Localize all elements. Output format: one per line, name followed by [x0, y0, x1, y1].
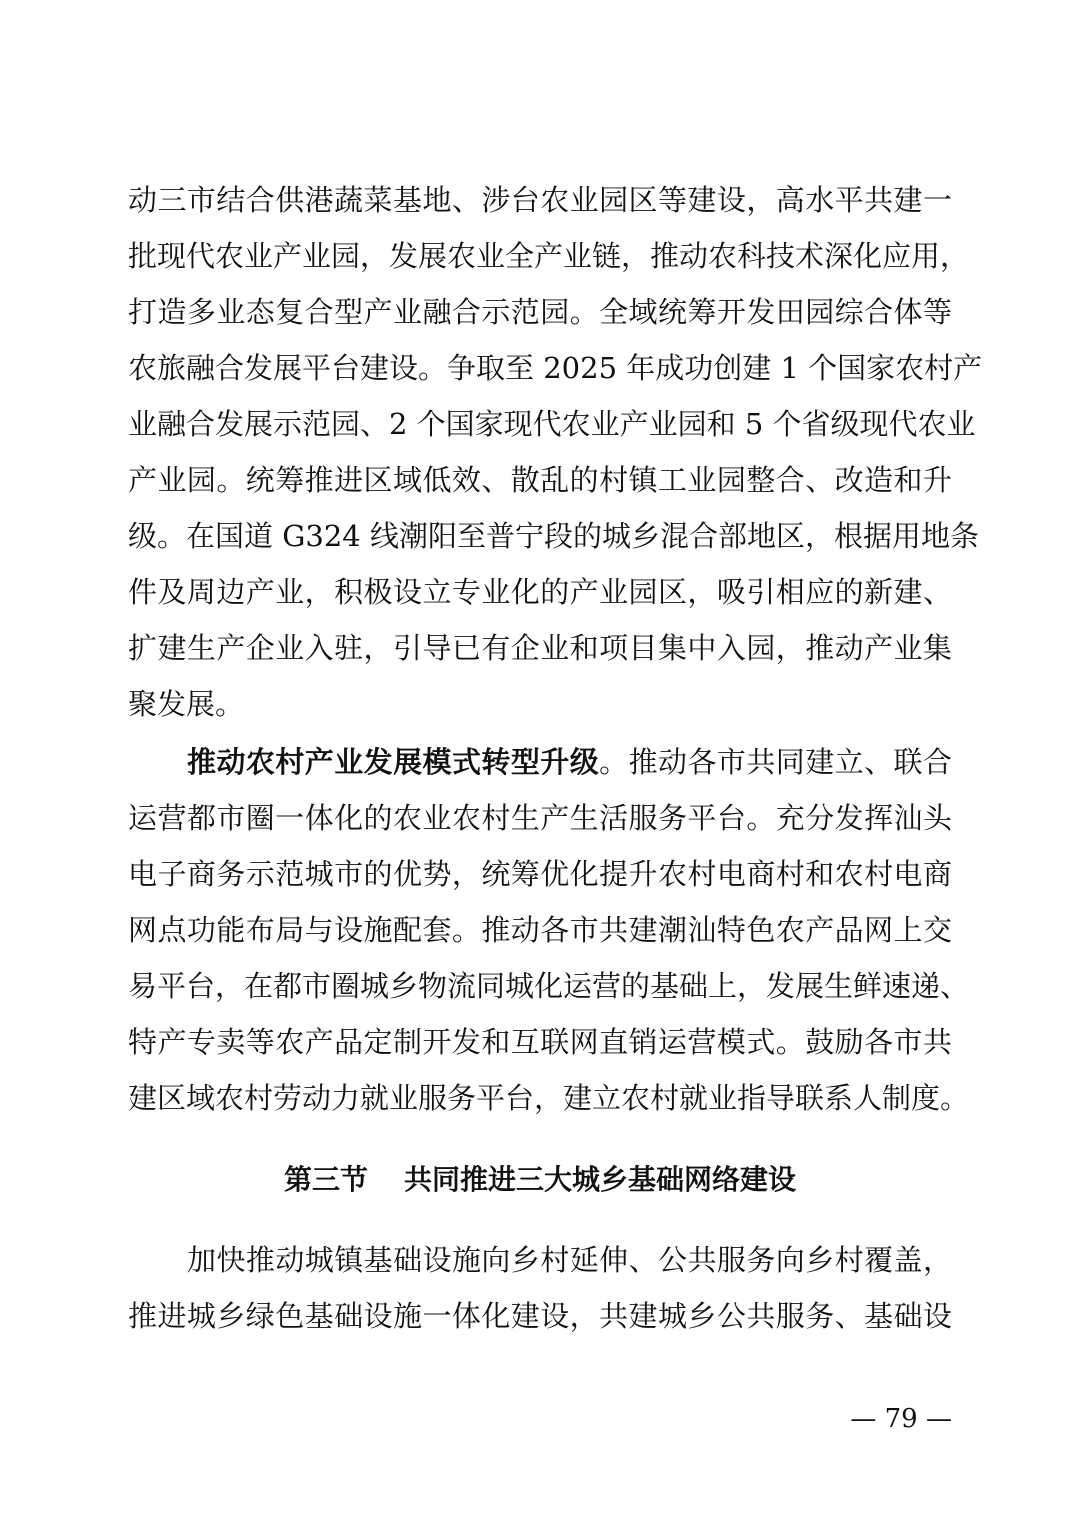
paragraph-2-line: 建区域农村劳动力就业服务平台，建立农村就业指导联系人制度。	[128, 1081, 970, 1115]
paragraph-1-line: 聚发展。	[128, 687, 245, 721]
section-title: 共同推进三大城乡基础网络建设	[404, 1163, 797, 1196]
paragraph-2-lead-heading: 推动农村产业发展模式转型升级	[187, 745, 600, 779]
page-number: — 79 —	[850, 1404, 952, 1434]
paragraph-2-line: 运营都市圈一体化的农业农村生产生活服务平台。充分发挥汕头	[128, 801, 952, 835]
paragraph-3-line: 推进城乡绿色基础设施一体化建设，共建城乡公共服务、基础设	[128, 1299, 952, 1333]
paragraph-2-line: 电子商务示范城市的优势，统筹优化提升农村电商村和农村电商	[128, 857, 952, 891]
paragraph-1-line: 件及周边产业，积极设立专业化的产业园区，吸引相应的新建、	[128, 575, 952, 609]
paragraph-1-line: 农旅融合发展平台建设。争取至 2025 年成功创建 1 个国家农村产	[128, 351, 983, 385]
paragraph-2-line: 特产专卖等农产品定制开发和互联网直销运营模式。鼓励各市共	[128, 1025, 952, 1059]
section-number: 第三节	[283, 1163, 368, 1196]
paragraph-1-line: 扩建生产企业入驻，引导已有企业和项目集中入园，推动产业集	[128, 631, 952, 665]
paragraph-1-line: 批现代农业产业园，发展农业全产业链，推动农科技术深化应用，	[128, 239, 970, 273]
paragraph-1-line: 产业园。统筹推进区域低效、散乱的村镇工业园整合、改造和升	[128, 463, 952, 497]
paragraph-2-first-line	[187, 734, 952, 790]
paragraph-2-line: 网点功能布局与设施配套。推动各市共建潮汕特色农产品网上交	[128, 913, 952, 947]
paragraph-1-line: 业融合发展示范园、2 个国家现代农业产业园和 5 个省级现代农业	[128, 407, 976, 441]
paragraph-1-line: 动三市结合供港蔬菜基地、涉台农业园区等建设，高水平共建一	[128, 183, 952, 217]
paragraph-3-line: 加快推动城镇基础设施向乡村延伸、公共服务向乡村覆盖，	[187, 1243, 952, 1277]
paragraph-1-line: 级。在国道 G324 线潮阳至普宁段的城乡混合部地区，根据用地条	[128, 519, 979, 553]
paragraph-1-line: 打造多业态复合型产业融合示范园。全域统筹开发田园综合体等	[128, 295, 952, 329]
paragraph-2-line: 易平台，在都市圈城乡物流同城化运营的基础上，发展生鲜速递、	[128, 969, 970, 1003]
paragraph-2-lead-text: 。推动各市共同建立、联合	[599, 745, 952, 779]
section-heading	[0, 1152, 1080, 1208]
